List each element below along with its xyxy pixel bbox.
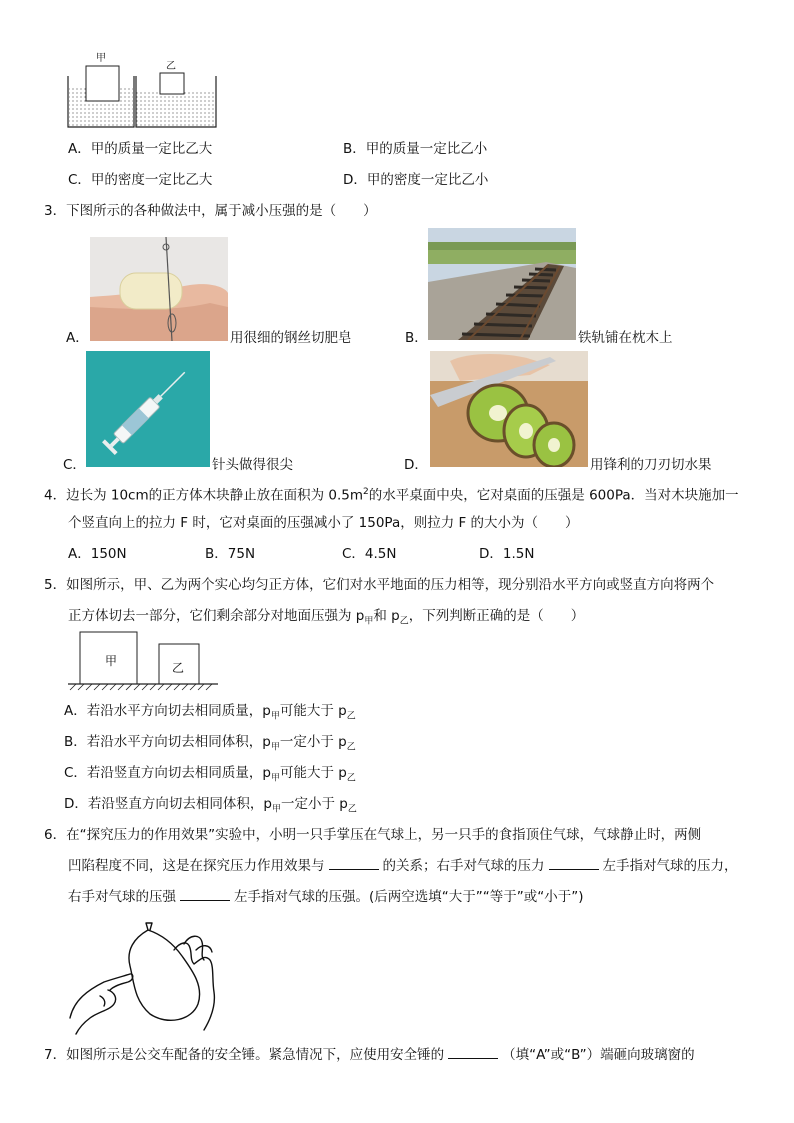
q5-option-c-s1: 甲 [271, 773, 281, 784]
q2-option-b: B．甲的质量一定比乙小 [343, 141, 488, 157]
q4-line1-b: 的水平桌面中央，它对桌面的压强是 600Pa．当对木块施加一 [368, 487, 739, 504]
q6-line1: 6．在“探究压力的作用效果”实验中，小明一只手掌压在气球上，另一只手的食指顶住气球，气球静止时，两侧 [44, 827, 702, 843]
photo-wire-cut-soap [90, 237, 228, 341]
q4-option-d: D．1.5N [479, 546, 535, 562]
q4-line2: 个竖直向上的拉力 F 时，它对桌面的压强减小了 150Pa，则拉力 F 的大小为（ ） [68, 515, 579, 531]
q4-line1 [44, 483, 739, 505]
q5-fig-label-jia: 甲 [105, 654, 118, 668]
q7-line1-b: （填“A”或“B”）端砸向玻璃窗的 [502, 1047, 695, 1063]
q7-line1-a: 7．如图所示是公交车配备的安全锤。紧急情况下，应使用安全锤的 [44, 1047, 445, 1063]
q2-option-c: C．甲的密度一定比乙大 [68, 172, 213, 188]
photo-railway-sleepers [428, 228, 576, 340]
q5-option-c-s2: 乙 [346, 773, 356, 784]
q5-line2-b: 和 p [373, 608, 400, 624]
q2-option-a: A．甲的质量一定比乙大 [68, 141, 213, 157]
q6-line3-a: 右手对气球的压强 [68, 889, 176, 905]
q6-blank-2[interactable] [549, 857, 599, 870]
q5-option-d-s2: 乙 [347, 804, 357, 815]
q3-option-d-letter: D． [404, 457, 428, 473]
q3-option-b-text: 铁轨铺在枕木上 [578, 330, 673, 346]
q7-blank-1[interactable] [448, 1046, 498, 1059]
q5-option-a [64, 702, 356, 726]
q3-option-c-text: 针头做得很尖 [212, 457, 293, 473]
q5-option-d-s1: 甲 [271, 804, 281, 815]
q6-blank-1[interactable] [329, 857, 379, 870]
q5-option-c-b: 可能大于 p [280, 765, 347, 781]
q5-option-d-a: D．若沿竖直方向切去相同体积，p [64, 796, 272, 812]
fig-containers [64, 48, 224, 134]
q5-option-c-a: C．若沿竖直方向切去相同质量，p [64, 765, 271, 781]
q3-option-a-text: 用很细的钢丝切肥皂 [230, 330, 352, 346]
q6-line2 [68, 857, 738, 875]
q5-option-b-s1: 甲 [270, 742, 280, 753]
q3-option-d-text: 用锋利的刀刃切水果 [590, 457, 712, 473]
q4-option-b: B．75N [205, 546, 256, 562]
q5-option-a-s2: 乙 [346, 711, 356, 722]
q5-line2-c: ，下列判断正确的是（ ） [408, 608, 585, 624]
q7-line1 [44, 1046, 695, 1064]
fig1-label-jia: 甲 [96, 53, 106, 64]
q4-option-a: A．150N [68, 546, 127, 562]
fig-two-cubes [66, 628, 220, 692]
q6-line2-a: 凹陷程度不同，这是在探究压力作用效果与 [68, 858, 325, 874]
q4-line1-a: 4．边长为 10cm的正方体木块静止放在面积为 0.5m [44, 487, 364, 504]
q6-line2-b: 的关系；右手对气球的压力 [382, 858, 545, 874]
q5-option-b-a: B．若沿水平方向切去相同体积，p [64, 734, 271, 750]
q5-option-c [64, 764, 356, 788]
q4-option-c: C．4.5N [342, 546, 397, 562]
q6-line2-c: 左手指对气球的压力， [602, 858, 738, 874]
q5-option-b-b: 一定小于 p [279, 734, 347, 750]
photo-syringe [86, 351, 210, 467]
q3-option-b-letter: B． [405, 330, 428, 346]
q3-option-c-letter: C． [63, 457, 86, 473]
q3-stem: 3．下图所示的各种做法中，属于减小压强的是（ ） [44, 203, 377, 219]
q5-option-b-s2: 乙 [346, 742, 356, 753]
q5-option-d [64, 795, 357, 819]
q5-line2-sub2: 乙 [399, 616, 409, 627]
q4-line1-sup: 2 [363, 487, 369, 497]
q5-fig-label-yi: 乙 [172, 661, 185, 675]
q5-line2-sub1: 甲 [364, 616, 374, 627]
q3-option-a-letter: A． [66, 330, 89, 346]
q5-option-a-b: 可能大于 p [279, 703, 347, 719]
q6-line3 [68, 888, 584, 906]
q5-option-a-a: A．若沿水平方向切去相同质量，p [64, 703, 271, 719]
photo-kiwi-knife [430, 351, 588, 467]
q5-line1: 5．如图所示，甲、乙为两个实心均匀正方体，它们对水平地面的压力相等，现分别沿水平方向或竖直方向将两个 [44, 577, 715, 593]
fig1-label-yi: 乙 [166, 61, 176, 72]
q5-line2-a: 正方体切去一部分，它们剩余部分对地面压强为 p [68, 608, 365, 624]
q6-blank-3[interactable] [180, 888, 230, 901]
fig-balloon-hands [64, 920, 224, 1036]
q5-option-b [64, 733, 356, 757]
q5-option-a-s1: 甲 [270, 711, 280, 722]
q6-line3-b: 左手指对气球的压强。(后两空选填“大于”“等于”或“小于”) [234, 889, 584, 905]
q2-option-d: D．甲的密度一定比乙小 [343, 172, 489, 188]
q5-option-d-b: 一定小于 p [280, 796, 348, 812]
